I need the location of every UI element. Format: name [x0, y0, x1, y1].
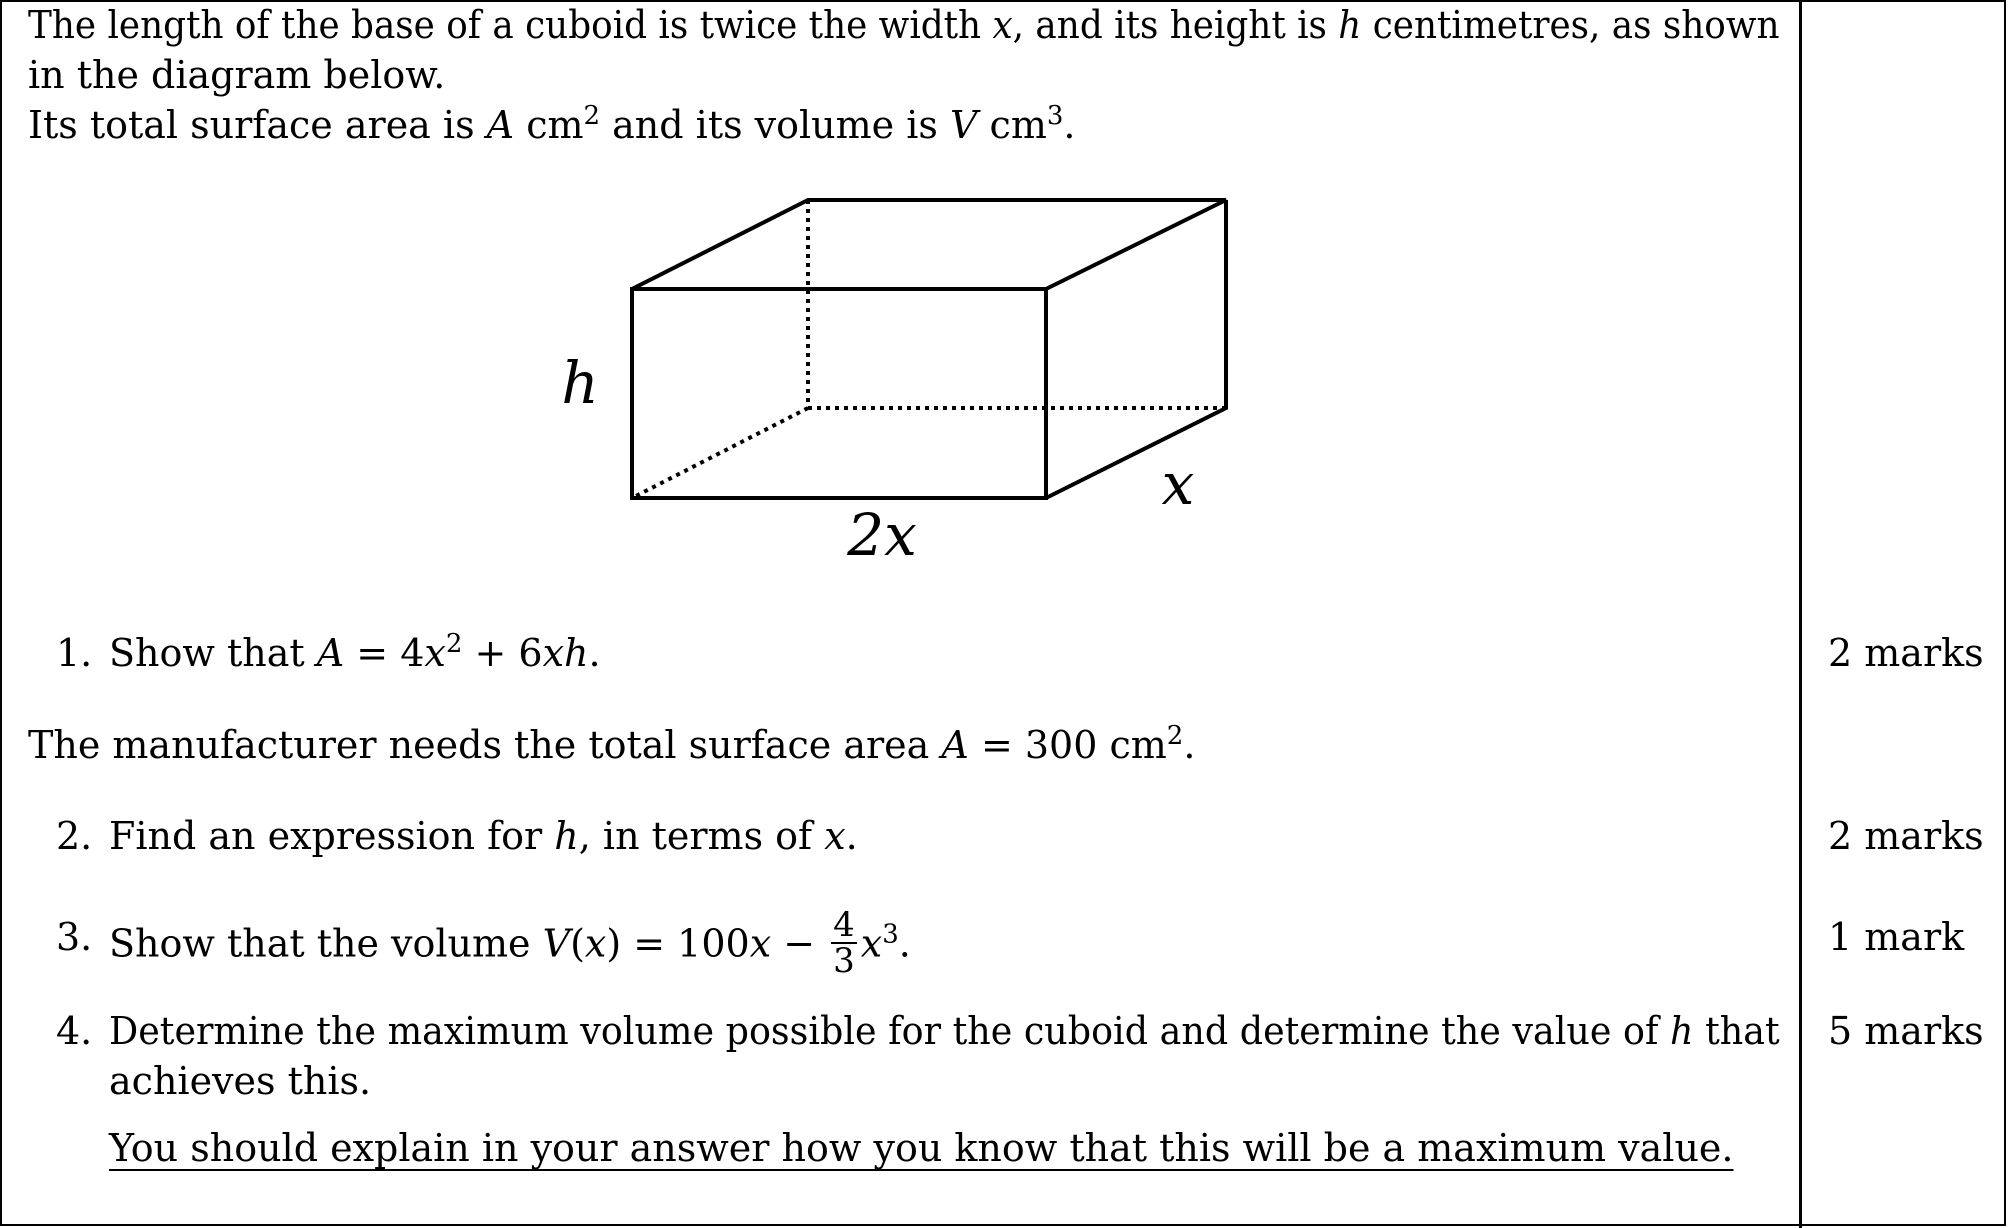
superscript: 2	[583, 101, 601, 131]
intro-text: centimetres, as shown	[1361, 3, 1780, 47]
question-2-text	[109, 811, 858, 861]
var-V: V	[950, 103, 978, 147]
question-4-number: 4.	[56, 1009, 93, 1053]
superscript: 2	[445, 629, 463, 659]
underlined-instruction: You should explain in your answer how you know that this will be a maximum value.	[109, 1126, 1734, 1170]
q-text: achieves this.	[109, 1059, 372, 1103]
label-x: x	[1161, 450, 1195, 518]
statement-text: The manufacturer needs the total surface area	[28, 723, 942, 767]
intro-text: and its volume is	[600, 103, 950, 147]
question-3-text	[109, 905, 911, 982]
statement-text: = 300 cm	[968, 723, 1167, 767]
var-x: x	[860, 921, 883, 966]
intro-text: , and its height is	[1012, 3, 1339, 47]
q-text: that	[1693, 1009, 1780, 1053]
q-text: (	[570, 921, 585, 966]
q-text: −	[771, 921, 828, 966]
q-text: Determine the maximum volume possible for the cuboid and determine the value of	[109, 1009, 1671, 1053]
var-A: A	[316, 631, 345, 675]
question-1-text	[109, 628, 601, 678]
statement-text: .	[1183, 723, 1196, 767]
var-x: x	[824, 814, 846, 858]
fraction-four-thirds	[831, 905, 857, 981]
q-text: Show that	[109, 631, 317, 675]
cuboid-diagram	[0, 0, 2008, 600]
q-text: Find an expression for	[109, 814, 555, 858]
question-3-marks: 1 mark	[1828, 915, 1965, 959]
question-3-number: 3.	[56, 915, 93, 959]
var-x: x	[424, 631, 446, 675]
question-4-note	[109, 1123, 1733, 1173]
question-2-marks: 2 marks	[1828, 814, 1984, 858]
q-text: Show that the volume	[109, 921, 543, 966]
label-2x: 2x	[847, 501, 917, 569]
superscript: 3	[882, 919, 899, 950]
top-face-edges	[632, 200, 1226, 289]
q-text: .	[588, 631, 601, 675]
var-xh: xh	[542, 631, 589, 675]
question-1-number: 1.	[56, 631, 93, 675]
surface-area-statement	[28, 720, 1195, 770]
intro-text: The length of the base of a cuboid is twice the width	[28, 3, 993, 47]
q-text: = 4	[344, 631, 425, 675]
question-4-line-1	[109, 1006, 1780, 1056]
var-h: h	[1338, 3, 1362, 47]
hidden-edge	[632, 408, 808, 498]
fraction-numerator: 4	[833, 905, 855, 945]
fraction-denominator: 3	[833, 941, 855, 981]
label-h: h	[561, 349, 599, 417]
superscript: 2	[1166, 721, 1184, 751]
var-x: x	[584, 921, 607, 966]
question-4-line-2	[109, 1056, 371, 1106]
intro-text: Its total surface area is	[28, 103, 487, 147]
question-4-marks: 5 marks	[1828, 1009, 1984, 1053]
q-text: ) = 100	[606, 921, 750, 966]
q-text: + 6	[462, 631, 543, 675]
var-h: h	[1670, 1009, 1694, 1053]
question-1-marks: 2 marks	[1828, 631, 1984, 675]
intro-text: in the diagram below.	[28, 53, 446, 97]
intro-text: cm	[977, 103, 1047, 147]
var-A: A	[486, 103, 515, 147]
intro-text: cm	[514, 103, 584, 147]
q-text: .	[845, 814, 858, 858]
q-text: , in terms of	[578, 814, 825, 858]
q-text: .	[898, 921, 911, 966]
var-x: x	[749, 921, 772, 966]
var-x: x	[992, 3, 1013, 47]
question-2-number: 2.	[56, 814, 93, 858]
intro-text: .	[1063, 103, 1076, 147]
var-h: h	[554, 814, 579, 858]
var-A: A	[941, 723, 969, 767]
var-V: V	[542, 921, 571, 966]
superscript: 3	[1046, 101, 1064, 131]
